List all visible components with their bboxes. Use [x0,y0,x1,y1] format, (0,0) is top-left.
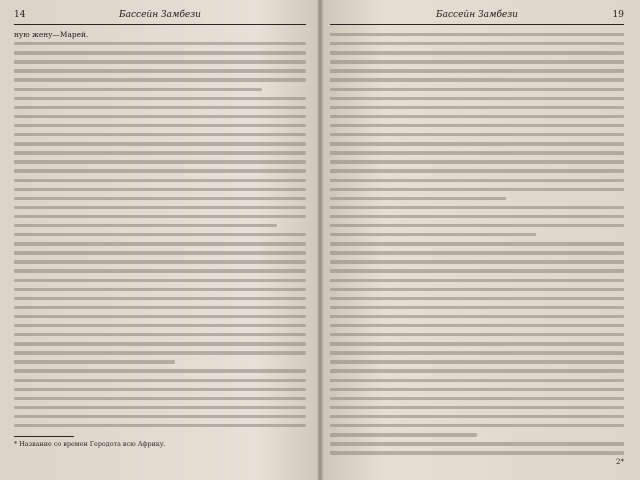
illegible-text-bar [14,369,306,372]
illegible-text-bar [14,351,306,354]
left-text-body [14,30,306,430]
right-page [322,0,640,480]
illegible-text-bar [14,260,306,263]
text-line [330,257,624,266]
text-line [14,112,306,121]
illegible-text-bar [14,197,306,200]
text-line [14,157,306,166]
illegible-text-bar [330,415,624,418]
illegible-text-bar [330,260,624,263]
illegible-text-bar [330,233,536,236]
illegible-text-bar [14,279,306,282]
text-line [330,248,624,257]
text-line [330,121,624,130]
illegible-text-bar [14,269,306,272]
text-line [14,85,306,94]
illegible-text-bar [14,342,306,345]
text-line [330,30,624,39]
text-line [330,303,624,312]
illegible-text-bar [14,206,306,209]
illegible-text-bar [330,333,624,336]
text-line-text: ную жену—Марей. [14,30,89,39]
text-line [330,276,624,285]
text-line [330,185,624,194]
text-line [14,194,306,203]
illegible-text-bar [330,78,624,81]
text-line [14,66,306,75]
illegible-text-bar [330,251,624,254]
text-line [14,421,306,430]
illegible-text-bar [330,142,624,145]
text-line [330,239,624,248]
text-line [14,330,306,339]
illegible-text-bar [14,69,306,72]
illegible-text-bar [14,333,306,336]
text-line [330,330,624,339]
text-line [330,139,624,148]
text-line [330,148,624,157]
right-text-body [330,30,624,457]
illegible-text-bar [330,306,624,309]
illegible-text-bar [14,324,306,327]
text-line [330,339,624,348]
illegible-text-bar [14,306,306,309]
text-line [14,321,306,330]
text-line [330,85,624,94]
text-line [14,248,306,257]
illegible-text-bar [330,288,624,291]
text-line [330,439,624,448]
illegible-text-bar [330,69,624,72]
text-line [14,285,306,294]
illegible-text-bar [330,269,624,272]
right-page-number: 19 [612,10,624,20]
illegible-text-bar [330,279,624,282]
illegible-text-bar [14,188,306,191]
text-line [14,212,306,221]
text-line [330,376,624,385]
illegible-text-bar [14,78,306,81]
text-line [14,357,306,366]
illegible-text-bar [14,115,306,118]
illegible-text-bar [14,288,306,291]
illegible-text-bar [14,242,306,245]
text-line [330,48,624,57]
illegible-text-bar [330,388,624,391]
illegible-text-bar [330,206,624,209]
text-line [14,30,306,39]
illegible-text-bar [330,51,624,54]
text-line [14,103,306,112]
text-line [14,394,306,403]
text-line [330,230,624,239]
text-line [14,221,306,230]
text-line [14,75,306,84]
illegible-text-bar [330,379,624,382]
text-line [330,394,624,403]
text-line [330,130,624,139]
text-line [330,403,624,412]
right-running-header [330,10,624,24]
text-line [14,385,306,394]
illegible-text-bar [14,169,306,172]
left-running-title: Бассейн Замбези [119,10,201,20]
text-line [330,348,624,357]
illegible-text-bar [14,388,306,391]
illegible-text-bar [330,242,624,245]
illegible-text-bar [330,397,624,400]
illegible-text-bar [330,160,624,163]
illegible-text-bar [330,115,624,118]
illegible-text-bar [14,142,306,145]
text-line [330,66,624,75]
illegible-text-bar [14,424,306,427]
illegible-text-bar [14,406,306,409]
illegible-text-bar [330,315,624,318]
text-line [14,230,306,239]
text-line [330,448,624,457]
illegible-text-bar [14,160,306,163]
right-header-rule [330,24,624,25]
illegible-text-bar [14,233,306,236]
text-line [14,257,306,266]
illegible-text-bar [330,442,624,445]
illegible-text-bar [330,433,477,436]
text-line [14,376,306,385]
illegible-text-bar [14,51,306,54]
illegible-text-bar [14,97,306,100]
text-line [330,212,624,221]
text-line [14,57,306,66]
text-line [330,103,624,112]
text-line [330,421,624,430]
illegible-text-bar [330,179,624,182]
footnote: * Название со времен Геродота всю Африку. [14,440,166,448]
illegible-text-bar [330,42,624,45]
illegible-text-bar [14,215,306,218]
right-running-title: Бассейн Замбези [436,10,518,20]
text-line [330,194,624,203]
illegible-text-bar [330,60,624,63]
text-line [330,312,624,321]
text-line [14,366,306,375]
footnote-rule [14,436,74,437]
text-line [330,294,624,303]
text-line [14,48,306,57]
illegible-text-bar [14,415,306,418]
illegible-text-bar [330,124,624,127]
illegible-text-bar [14,88,262,91]
text-line [14,130,306,139]
text-line [330,357,624,366]
illegible-text-bar [330,324,624,327]
illegible-text-bar [330,224,624,227]
text-line [330,176,624,185]
illegible-text-bar [14,251,306,254]
text-line [330,321,624,330]
illegible-text-bar [330,351,624,354]
illegible-text-bar [14,151,306,154]
illegible-text-bar [330,97,624,100]
illegible-text-bar [330,215,624,218]
text-line [330,157,624,166]
text-line [330,75,624,84]
illegible-text-bar [330,169,624,172]
text-line [14,176,306,185]
text-line [330,385,624,394]
text-line [330,266,624,275]
text-line [330,366,624,375]
text-line [14,239,306,248]
illegible-text-bar [330,342,624,345]
illegible-text-bar [330,88,624,91]
left-page-number: 14 [14,10,26,20]
text-line [330,285,624,294]
illegible-text-bar [14,224,277,227]
illegible-text-bar [330,151,624,154]
text-line [14,403,306,412]
text-line [14,294,306,303]
illegible-text-bar [330,133,624,136]
text-line [14,348,306,357]
text-line [14,166,306,175]
text-line [14,203,306,212]
text-line [330,430,624,439]
text-line [330,94,624,103]
illegible-text-bar [14,133,306,136]
illegible-text-bar [14,179,306,182]
text-line [330,57,624,66]
illegible-text-bar [14,297,306,300]
illegible-text-bar [14,106,306,109]
text-line [14,39,306,48]
illegible-text-bar [330,369,624,372]
text-line [14,148,306,157]
illegible-text-bar [14,60,306,63]
illegible-text-bar [330,188,624,191]
illegible-text-bar [330,33,624,36]
text-line [330,412,624,421]
illegible-text-bar [14,397,306,400]
illegible-text-bar [14,315,306,318]
text-line [14,276,306,285]
illegible-text-bar [330,424,624,427]
printer-signature-mark: 2* [616,458,624,466]
text-line [14,185,306,194]
left-page [0,0,318,480]
text-line [14,339,306,348]
text-line [14,94,306,103]
illegible-text-bar [330,197,506,200]
illegible-text-bar [14,360,175,363]
illegible-text-bar [14,42,306,45]
text-line [14,121,306,130]
text-line [330,203,624,212]
illegible-text-bar [14,379,306,382]
text-line [330,166,624,175]
text-line [14,303,306,312]
illegible-text-bar [330,360,624,363]
text-line [14,266,306,275]
illegible-text-bar [330,451,624,454]
left-running-header [14,10,306,24]
text-line [330,112,624,121]
text-line [14,312,306,321]
text-line [14,139,306,148]
text-line [14,412,306,421]
text-line [330,221,624,230]
text-line [330,39,624,48]
illegible-text-bar [330,106,624,109]
illegible-text-bar [14,124,306,127]
illegible-text-bar [330,297,624,300]
left-header-rule [14,24,306,25]
illegible-text-bar [330,406,624,409]
